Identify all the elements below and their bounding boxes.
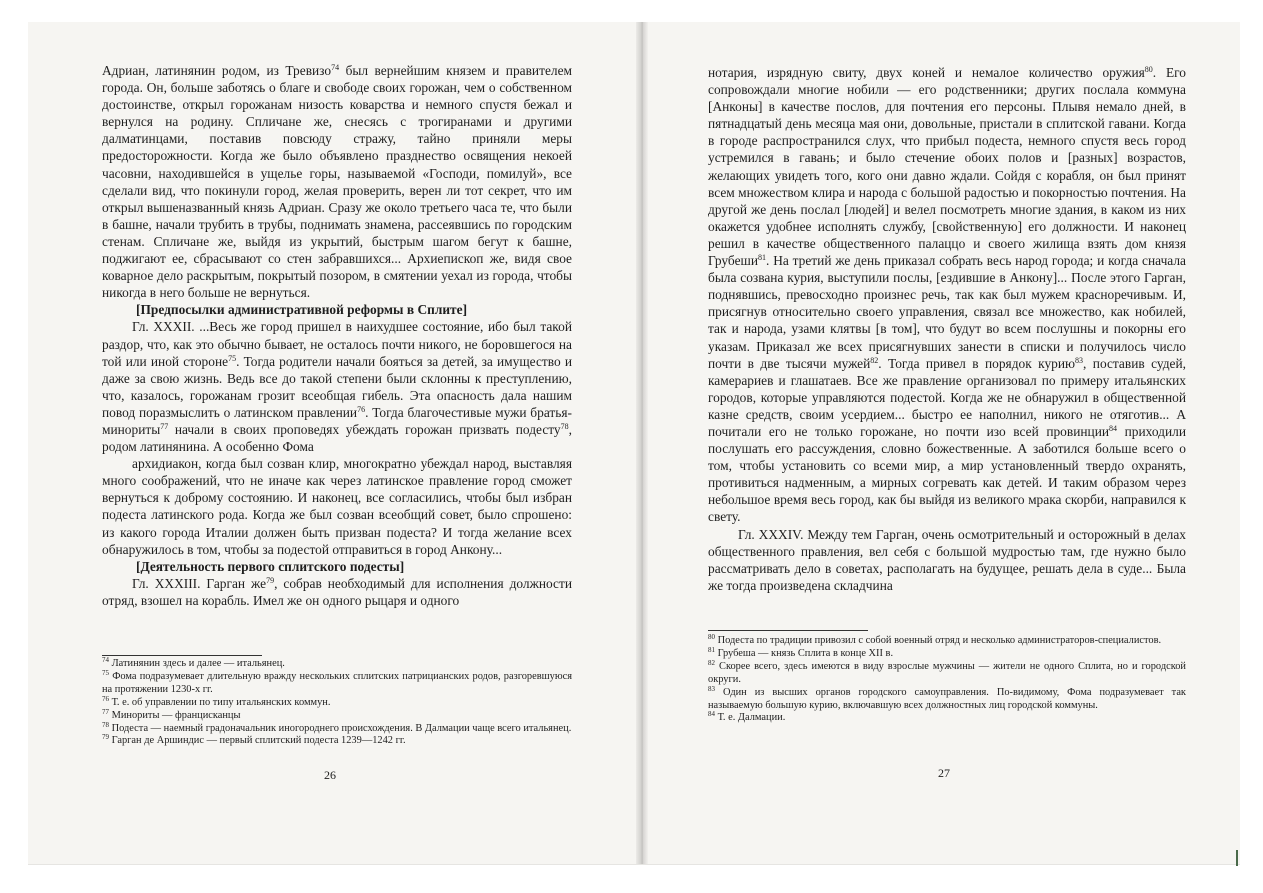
scan-edge-mark (1236, 850, 1238, 866)
left-page-body (102, 62, 572, 609)
footnote-ref: 83 (1075, 355, 1084, 365)
footnote-ref: 84 (1109, 423, 1118, 433)
footnote: $^{75}$ Фома подразумевает длительную вражду нескольких сплитских патрицианских родов, разгоревшуюся на протяжении 1230-х гг. (102, 668, 572, 695)
section-heading: [Деятельность первого сплитского подесты] (136, 558, 405, 574)
footnote-ref: 74 (331, 63, 340, 72)
footnote-ref: 81 (758, 253, 766, 263)
footnote-ref: 78 (560, 421, 569, 431)
footnote-separator (102, 655, 262, 656)
footnote-ref: 76 (357, 404, 366, 414)
footnote: $^{79}$ Гарган де Аршиндис — первый сплитский подеста 1239—1242 гг. (102, 733, 406, 747)
paragraph: нотария, изрядную свиту, двух коней и немалое количество оружия$^{80}$. Его сопровождали многие нобили — его родственники; других послала коммуна [Анконы] в качестве послов, для почтения его персоны. Плывя немало дней, в пятнадцатый день месяца мая они, довольные, пристали в сплитской гавани. Когда в городе распространился слух, что прибыл подеста, немного спустя весь город устремился в гавань; и было стечение обоих полов и [разных] возрастов, желающих увидеть того, кого они давно ждали. Сойдя с корабля, он был принят всем множеством клира и народа с большой радостью и покорностью почтения. На другой же день послал [людей] и велел посмотреть многие здания, в каком из них окажется удобнее исполнять службу, [свойственную] его должности. И наконец решил в качестве общественного палаццо и своего жилища взять дом князя Грубеши$^{81}$. На третий же день приказал собрать весь народ города; и когда сначала была созвана курия, выступили послы, [ездившие в Анкону]... После этого Гарган, поднявшись, превосходно произнес речь, так как был мужем красноречивым. И, присягнув относительно своего управления, связал все множество, как нобилей, так и народа, узами клятвы [в том], что будут во всем послушны и покорны его указам. Приказал же всех присягнувших занести в списки и получилось число почти в две тысячи мужей$^{82}$. Тогда привел в порядок курию$^{83}$, поставив судей, камерариев и глашатаев. Все же правление организовал по примеру итальянских городов, которые управляются подестой. Когда же не обнаружил в общественной казне средств, своим усердием... быстро ее наполнил, никого не отяготив... А почитали его не только горожане, но почти изо всей провинции$^{84}$ приходили послушать его рассуждения, словно божественные. А заботился больше всего о том, чтобы установить со всеми мир, а мир установленный твердо охранять, противиться надменным, а мирных согревать как детей. И таким образом через небольшое время весь город, как бы выйдя из великого мрака скорби, направился к свету. (708, 65, 1186, 525)
right-page-body (708, 64, 1186, 594)
footnote: $^{83}$ Один из высших органов городского самоуправления. По-видимому, Фома подразумевает так называемую большую курию, включавшую всех должностных лиц городской коммуны. (708, 684, 1186, 711)
left-footnotes (102, 658, 572, 748)
right-footnotes (708, 635, 1186, 725)
footnote: $^{76}$ Т. е. об управлении по типу итальянских коммун. (102, 694, 331, 708)
paragraph: Гл. XXXIII. Гарган $же^{79}$, собрав необходимый для исполнения должности отряд, взошел на корабль. Имел же он одного рыцаря и одного (102, 575, 572, 608)
section-heading: [Предпосылки административной реформы в Сплите] (136, 302, 468, 318)
book-gutter (636, 22, 648, 864)
footnote: $^{80}$ Подеста по традиции привозил с собой военный отряд и несколько администраторов-специалистов. (708, 633, 1162, 646)
footnote-ref: 82 (870, 355, 879, 365)
paragraph: Гл. XXXIV. Между тем Гарган, очень осмотрительный и осторожный в делах общественного правления, вел себя с большой мудростью там, где нужно было рассматривать дело в советах, располагать на будущее, решать дела в суде... Была же тогда произведена складчина (708, 526, 1186, 593)
footnote-ref: 77 (160, 421, 169, 431)
footnote: $^{84}$ Т. е. Далмации. (708, 710, 786, 724)
footnote-ref: 79 (266, 575, 275, 585)
footnote: $^{78}$ Подеста — наемный градоначальник иногороднего происхождения. В Далмации чаще всего итальянец. (102, 720, 572, 734)
left-page (28, 22, 636, 864)
footnote: $^{81}$ Грубеша — князь Сплита в конце XII в. (708, 645, 894, 659)
footnote-ref: 75 (228, 353, 237, 363)
footnote: $^{77}$ Минориты — францисканцы (102, 707, 241, 721)
footnote: $^{82}$ Скорее всего, здесь имеются в виду взрослые мужчины — жители не одного Сплита, но и городской округи. (708, 658, 1186, 685)
page-number: 26 (324, 768, 336, 782)
page-number: 27 (938, 766, 950, 780)
book-spread (28, 22, 1240, 864)
right-page (648, 22, 1240, 864)
paragraph: Адриан, латинянин родом, из Тревизо$^{74}$ был вернейшим князем и правителем города. Он, больше заботясь о благе и свободе своих горожан, чем о собственном достоинстве, открыл горожанам низость коварства и немного спустя бежал и вернулся на родину. Спличане же, снесясь с трогиранами и другими далматинцами, поставив повсюду стражу, тайно приняли меры предосторожности. Когда же было объявлено празднество освящения некоей часовни, находившейся в ущелье горы, называемой «Господи, помилуй», все сделали вид, что покинули город, желая проверить, верен ли тот секрет, что им открыл вышеназванный князь Адриан. Сразу же около третьего часа те, что были в башне, начали трубить в трубы, поднимать знамена, рассеявшись по городским стенам. Спличане же, выйдя из укрытий, быстрым шагом бегут к башне, поджигают ее, сбрасывают со стен забравшихся... Архиепископ же, видя свое коварное дело раскрытым, покрытый позором, в смятении уехал из города, чтобы никогда в него больше не вернуться. (102, 63, 572, 301)
paragraph: архидиакон, когда был созван клир, многократно убеждал народ, выставляя много соображений, что не иначе как через латинское правление город сможет вернуться к доброму состоянию. И наконец, все согласились, чтобы был избран подеста латинского рода. Когда же был созван всеобщий совет, было спрошено: из какого города Италии должен быть призван подеста? И тогда желание всех обнаружилось в том, чтобы за подестой отправиться в город Анкону... (102, 456, 572, 557)
footnote-separator (708, 630, 868, 631)
footnote: $^{74}$ Латинянин здесь и далее — итальянец. (102, 656, 285, 669)
paragraph: Гл. XXXII. ...Весь же город пришел в наихудшее состояние, ибо был такой раздор, что, как это обычно бывает, не осталось почти никого, не боровшегося на той или иной стороне$^{75}$. Тогда родители начали бояться за детей, за имущество и даже за свою жизнь. Ведь все до такой степени были склонны к преступлению, что, казалось, горожанам грозит всеобщая гибель. Эта опасность дала нашим повод поразмыслить о латинском правлении$^{76}$. Тогда благочестивые мужи братья-минориты$^{77}$ начали в своих проповедях убеждать горожан призвать подесту$^{78}$, родом латинянина. А особенно Фома (102, 319, 572, 455)
footnote-ref: 80 (1144, 65, 1153, 74)
scan-edge (28, 864, 1240, 865)
